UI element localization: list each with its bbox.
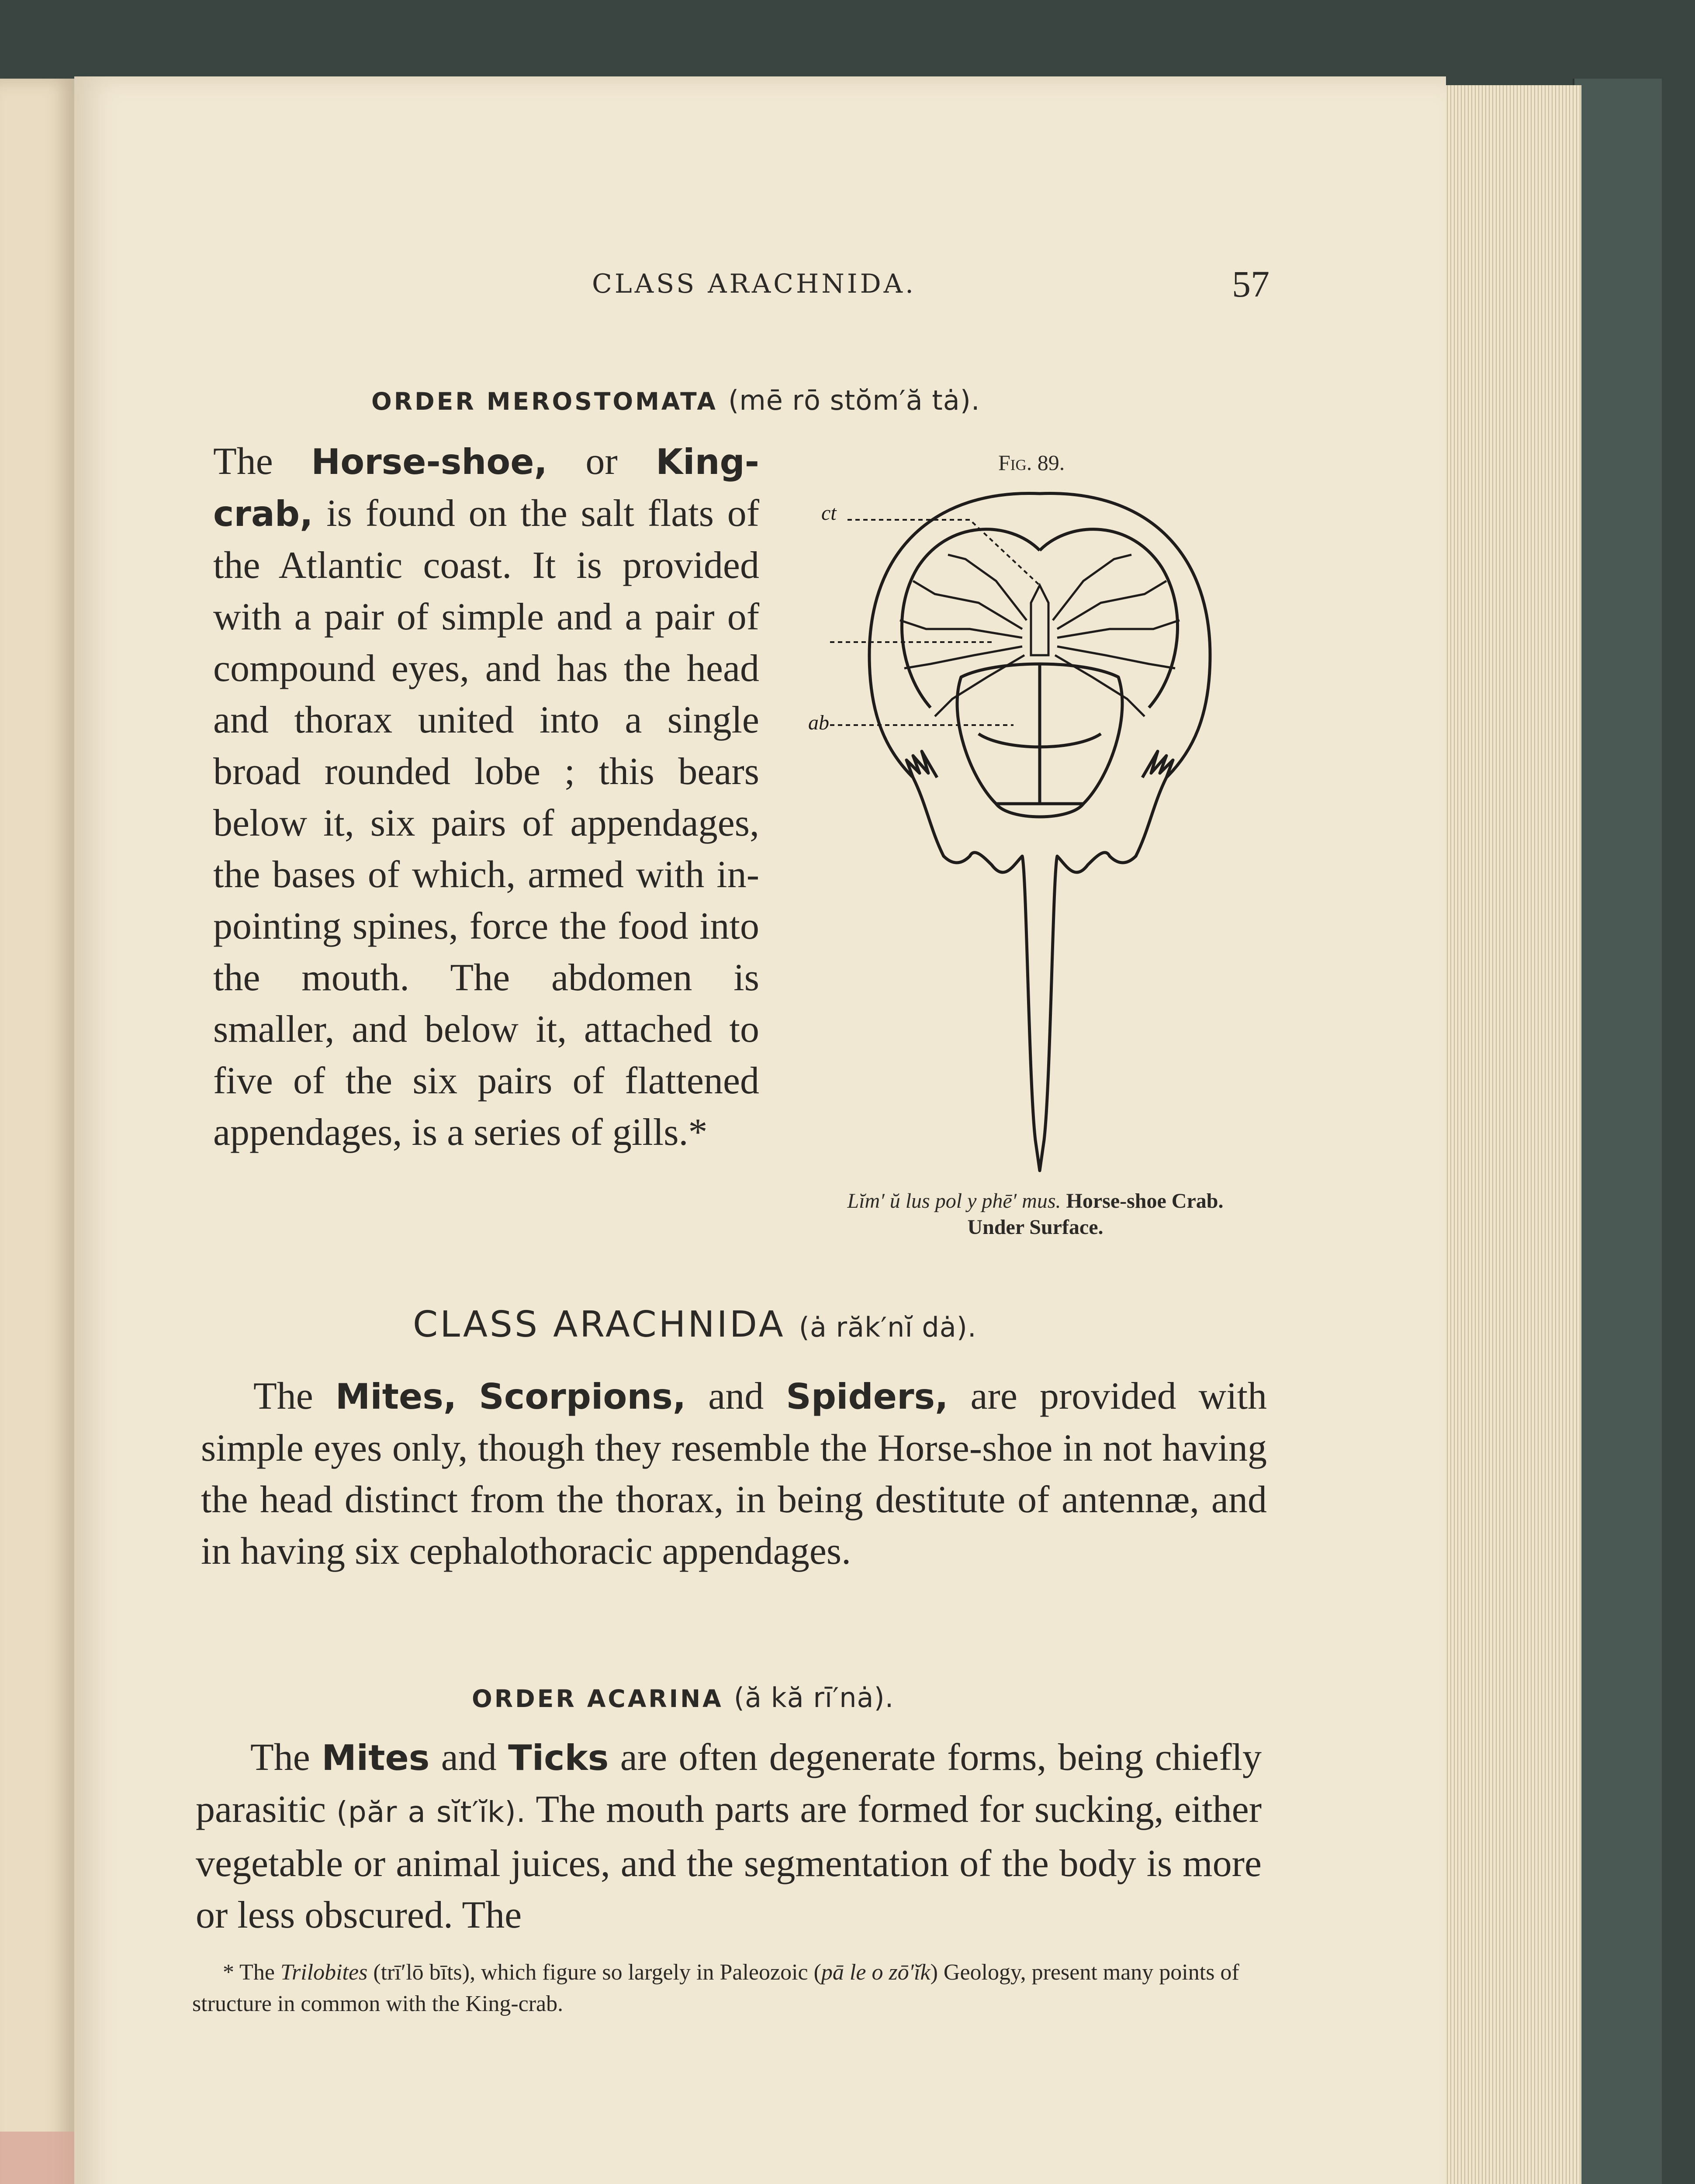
footnote-paleozoic-pron: pā le o zō′ĭk (821, 1960, 931, 1985)
callout-ct: ct (821, 501, 837, 525)
footnote-trilobites: Trilobites (280, 1960, 368, 1985)
horseshoe-crab-illustration (804, 472, 1276, 1188)
figure-label: Fig. 89. (998, 450, 1065, 475)
text-run: is found on the salt flats of the Atlantic coast. It is provided with a pair of simple and a pair of compound eyes, and has the head and thorax united into a single broad rounded lobe ; this bears below it, six pairs of appendages, the bases of which, armed with in-pointing spines, force the food into the mouth. The abdomen is smaller, and below it, attached to five of the six pairs of flattened appendages, is a series of gills.* (213, 492, 759, 1154)
text-run: The (213, 440, 311, 483)
order-merostomata-heading (371, 384, 980, 416)
left-page-edge (0, 79, 78, 2184)
term-ticks: Ticks (508, 1738, 609, 1778)
paragraph-horseshoe (213, 436, 759, 1158)
text-run: are often degenerate forms, being chiefly parasitic (196, 1736, 1262, 1831)
callout-ab: ab (808, 711, 829, 734)
pronunciation-parasitic: (păr a sĭt′ĭk). (336, 1795, 526, 1829)
class-arachnida-title: CLASS ARACHNIDA (413, 1304, 785, 1345)
term-mites: Mites, (335, 1376, 457, 1417)
caption-species: Lĭm′ ŭ lus pol y phē′ mus. (847, 1189, 1061, 1213)
footnote-text: (trī′lō bīts), which figure so largely in Paleozoic ( (367, 1960, 821, 1985)
order-acarina-heading (472, 1682, 894, 1714)
class-arachnida-pronunciation: (ȧ răk′nĭ dȧ). (799, 1311, 977, 1343)
text-run: or (547, 440, 656, 483)
caption-common: Horse-shoe Crab. (1066, 1189, 1224, 1213)
running-head: CLASS ARACHNIDA. (592, 269, 917, 299)
paragraph-arachnida (201, 1371, 1267, 1577)
footnote (192, 1957, 1267, 2020)
order-merostomata-title: ORDER MEROSTOMATA (371, 387, 718, 415)
page-number: 57 (1232, 263, 1270, 305)
left-page-bottom (0, 2132, 76, 2184)
paragraph-mites (196, 1732, 1262, 1941)
term-spiders: Spiders, (786, 1376, 948, 1417)
term-kingcrab: King-crab, (213, 442, 759, 534)
footnote-text: ) Geology, present many points of structure in common with the King-crab. (192, 1960, 1239, 2016)
order-acarina-pronunciation: (ă kă rī′nȧ). (733, 1682, 894, 1714)
caption-line2: Under Surface. (967, 1216, 1103, 1239)
text-run: and (686, 1375, 786, 1417)
term-mites: Mites (322, 1738, 430, 1778)
order-merostomata-pronunciation: (mē rō stŏm′ă tȧ). (728, 384, 980, 416)
text-run: The (253, 1375, 336, 1417)
page-stack (1437, 85, 1581, 2184)
order-acarina-title: ORDER ACARINA (472, 1685, 723, 1713)
term-horseshoe: Horse-shoe, (311, 442, 547, 482)
footnote-text: * The (223, 1960, 280, 1985)
text-run: The mouth parts are formed for sucking, either vegetable or animal juices, and the segmentation of the body is more or less obscured. The (196, 1788, 1262, 1936)
text-run: are provided with simple eyes only, though they resemble the Horse-shoe in not having the head distinct from the thorax, in being destitute of antennæ, and in having six cephalothoracic appendages. (201, 1375, 1267, 1572)
text-run: The (250, 1736, 322, 1779)
book-cover-edge (1573, 79, 1662, 2184)
figure-caption (786, 1188, 1284, 1241)
text-run: and (429, 1736, 508, 1779)
term-scorpions: Scorpions, (479, 1376, 686, 1417)
class-arachnida-heading (413, 1304, 977, 1345)
